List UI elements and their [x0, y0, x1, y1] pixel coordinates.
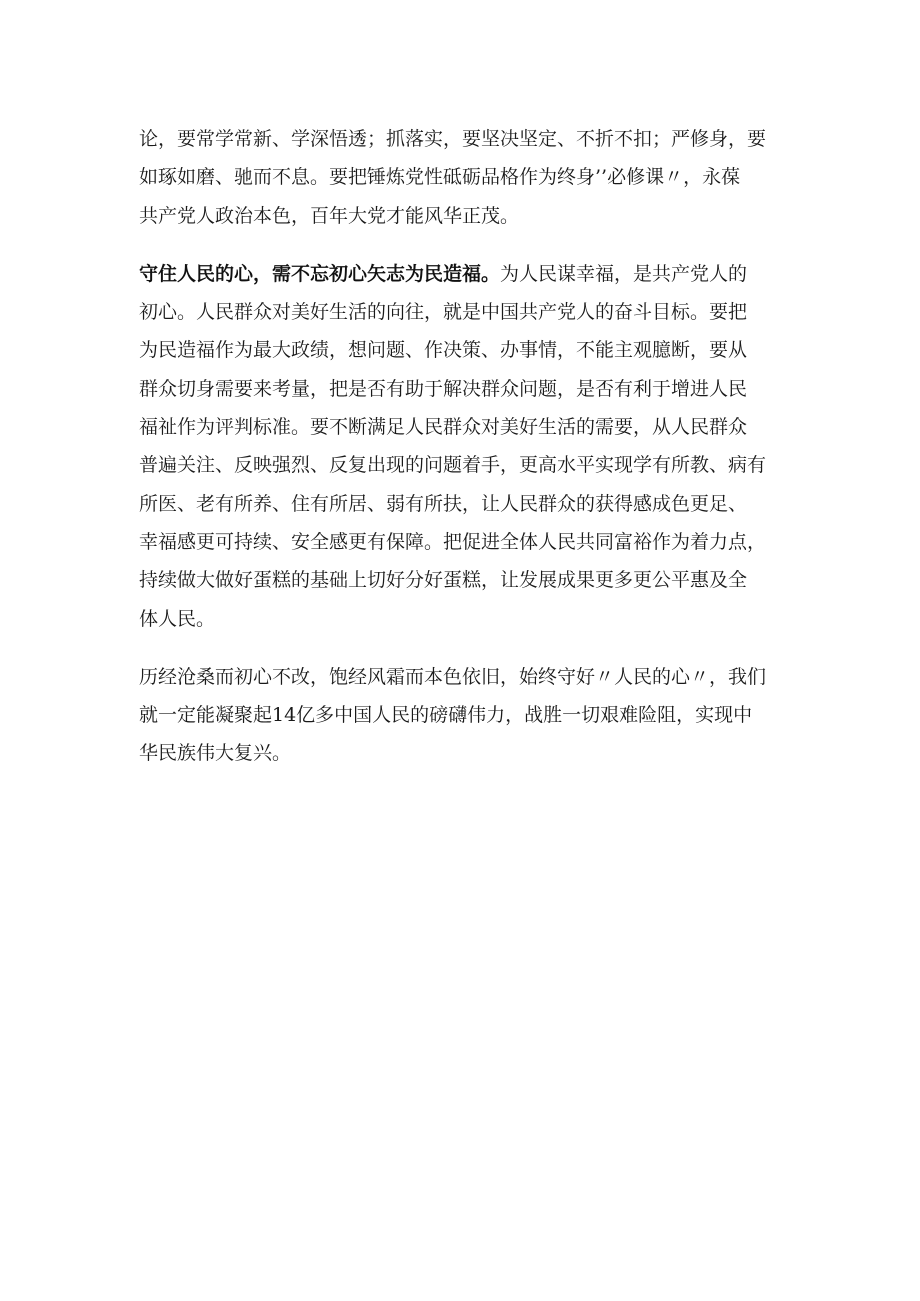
- text-line: 共产党人政治本色，百年大党才能风华正茂。: [139, 204, 520, 227]
- text-line: 历经沧桑而初心不改，饱经风霜而本色依旧，始终守好〃人民的心〃，我们: [139, 665, 767, 688]
- paragraph-heading: 守住人民的心，需不忘初心矢志为民造福。: [139, 262, 501, 285]
- text-line: 群众切身需要来考量，把是否有助于解决群众问题，是否有利于增进人民: [139, 377, 748, 400]
- text-line: 幸福感更可持续、安全感更有保障。把促进全体人民共同富裕作为着力点，: [139, 530, 767, 553]
- document-body: [139, 120, 799, 773]
- text-run: 为人民谋幸福，是共产党人的: [500, 262, 748, 285]
- text-line: 普遍关注、反映强烈、反复出现的问题着手，更高水平实现学有所教、病有: [139, 454, 767, 477]
- paragraph-2: [139, 255, 799, 638]
- text-line: 福祉作为评判标准。要不断满足人民群众对美好生活的需要，从人民群众: [139, 416, 748, 439]
- text-line: 论，要常学常新、学深悟透；抓落实，要坚决坚定、不折不扣；严修身，要: [139, 128, 767, 150]
- paragraph-3: [139, 658, 799, 773]
- text-line: [139, 255, 799, 293]
- paragraph-1: [139, 120, 799, 235]
- text-line: 如琢如磨、驰而不息。要把锤炼党性砥砺品格作为终身’’必修课〃，永葆: [139, 166, 741, 189]
- text-line: 所医、老有所养、住有所居、弱有所扶，让人民群众的获得感成色更足、: [139, 492, 748, 515]
- text-line: 华民族伟大复兴。: [139, 742, 292, 765]
- text-line: 初心。人民群众对美好生活的向往，就是中国共产党人的奋斗目标。要把: [139, 301, 748, 324]
- text-line: 为民造福作为最大政绩，想问题、作决策、办事情，不能主观臆断，要从: [139, 339, 748, 362]
- text-line: 持续做大做好蛋糕的基础上切好分好蛋糕，让发展成果更多更公平惠及全: [139, 569, 748, 592]
- text-line: 体人民。: [139, 607, 216, 630]
- text-line: 就一定能凝聚起14亿多中国人民的磅礴伟力，战胜一切艰难险阻，实现中: [139, 704, 753, 727]
